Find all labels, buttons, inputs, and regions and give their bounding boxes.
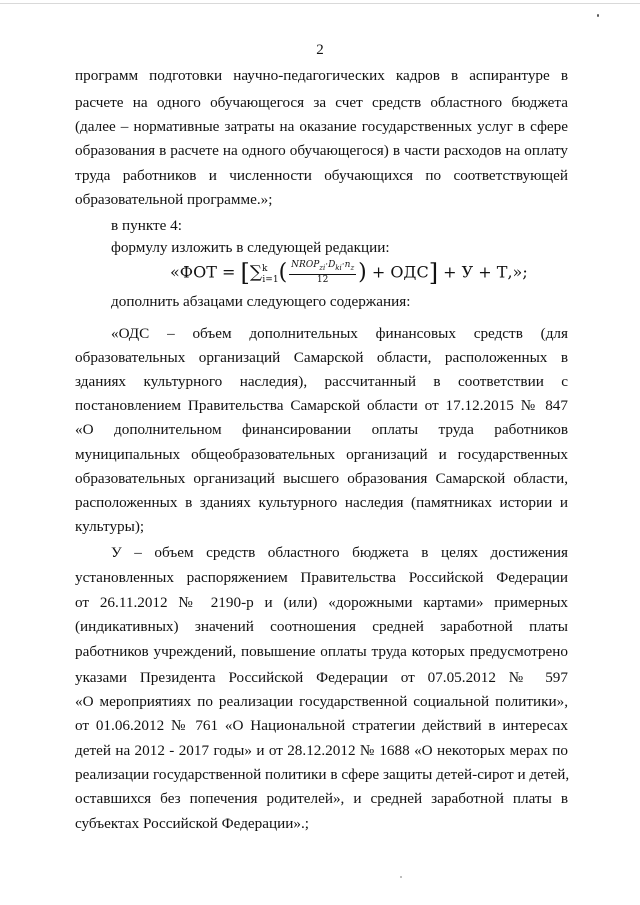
text-line: детей на 2012 - 2017 годы» и от 28.12.2012 № 1688 «О некоторых мерах по [75, 742, 568, 759]
text-line: (далее – нормативные затраты на оказание государственных услуг в сфере [75, 118, 568, 135]
formula-n: ·n [341, 259, 351, 270]
formula-tail: + У + Т,»; [438, 262, 528, 282]
text-line: зданиях культурного наследия), рассчитанный в соответствии с [75, 373, 568, 390]
formula-paren-close: ) [358, 259, 367, 285]
formula-nrop: NROP [291, 259, 320, 270]
fot-formula [170, 258, 528, 291]
formula-sigma: ∑ [249, 262, 262, 283]
text-line: образования в расчете на одного обучающегося) в части расходов на оплату [75, 142, 568, 159]
text-line: «О дополнительном финансировании оплаты труда работников [75, 421, 568, 438]
text-line: субъектах Российской Федерации».; [75, 815, 309, 832]
formula-nrop-sub: zi [319, 263, 326, 272]
text-line: установленных распоряжением Правительства Российской Федерации [75, 569, 568, 586]
page-number: 2 [316, 42, 324, 58]
text-line: культуры); [75, 518, 145, 535]
text-line: труда работников и численности обучающихся по соответствующей [75, 167, 568, 184]
formula-bracket-open: [ [240, 258, 250, 287]
formula-denominator: 12 [316, 274, 329, 285]
text-line: от 26.11.2012 № 2190-р и (или) «дорожными картами» примерных [75, 594, 568, 611]
text-line: работников учреждений, повышение оплаты труда которых предусмотрено [75, 643, 568, 660]
formula-bracket-close: ] [428, 258, 439, 287]
text-line: в пункте 4: [111, 217, 182, 234]
text-line: указами Президента Российской Федерации от 07.05.2012 № 597 [75, 669, 568, 686]
text-line: расчете на одного обучающегося за счет средств областного бюджета [75, 94, 568, 111]
text-line: «ОДС – объем дополнительных финансовых средств (для [111, 325, 568, 342]
text-line: оставшихся без попечения родителей», и средней заработной платы в [75, 790, 568, 807]
formula-d: ·D [325, 259, 336, 270]
text-line: от 01.06.2012 № 761 «О Национальной стратегии действий в интересах [75, 717, 568, 734]
scan-edge-line [0, 3, 640, 4]
formula-d-sub: ki [335, 263, 342, 272]
formula-ods: + ОДС [366, 262, 429, 282]
text-line: расположенных в зданиях культурного наследия (памятниках истории и [75, 494, 568, 511]
formula-n-sub: z [350, 263, 355, 272]
scan-speck [597, 14, 599, 17]
text-line: муниципальных общеобразовательных организаций и государственных [75, 446, 568, 463]
text-line: формулу изложить в следующей редакции: [111, 239, 390, 256]
text-line: У – объем средств областного бюджета в целях достижения [111, 544, 568, 561]
formula-sum-upper: k [261, 264, 268, 274]
text-line: образовательных организаций высшего образования Самарской области, [75, 470, 568, 487]
formula-lhs: «ФОТ = [170, 262, 241, 282]
text-line: образовательных организаций Самарской области, расположенных в [75, 349, 568, 366]
formula-numerator [289, 260, 356, 275]
text-line: (индикативных) значений соотношения средней заработной платы [75, 618, 568, 635]
scan-speck [400, 876, 402, 878]
text-line: «О мероприятиях по реализации государственной социальной политики», [75, 693, 568, 710]
text-line: дополнить абзацами следующего содержания: [111, 293, 411, 310]
text-line: образовательной программе.»; [75, 191, 273, 208]
formula-fraction [289, 260, 356, 286]
formula-paren-open: ( [278, 259, 288, 285]
formula-sum-lower: i=1 [262, 274, 279, 285]
text-line: реализации государственной политики в сфере защиты детей-сирот и детей, [75, 766, 570, 783]
text-line: программ подготовки научно-педагогических кадров в аспирантуре в [75, 67, 568, 84]
text-line: постановлением Правительства Самарской области от 17.12.2015 № 847 [75, 397, 568, 414]
